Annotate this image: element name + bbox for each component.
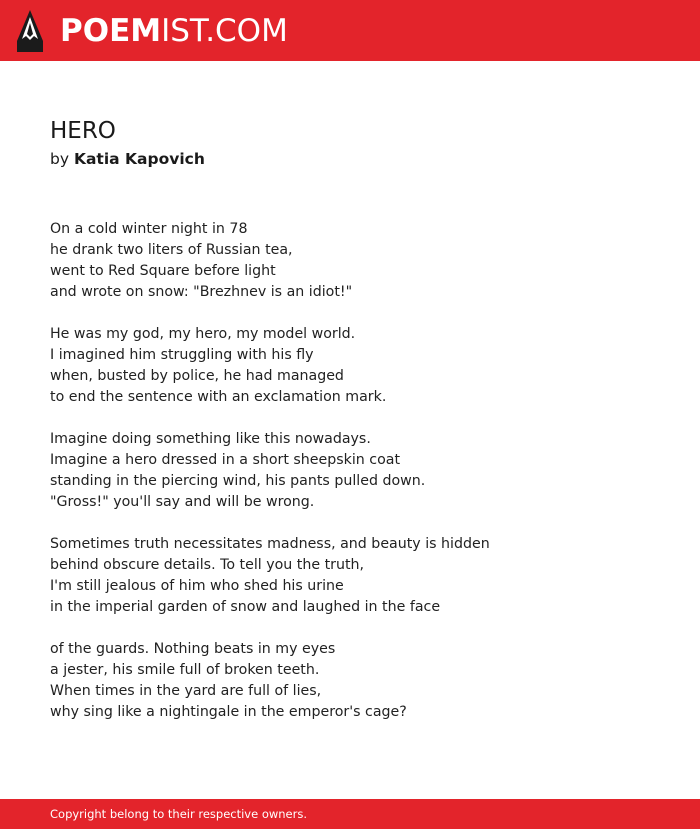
poem-line: of the guards. Nothing beats in my eyes <box>50 641 336 657</box>
poem-line: I'm still jealous of him who shed his urine <box>50 578 344 594</box>
poem-line: standing in the piercing wind, his pants pulled down. <box>50 473 426 489</box>
poem-line: to end the sentence with an exclamation mark. <box>50 389 387 405</box>
poem-line: he drank two liters of Russian tea, <box>50 242 293 258</box>
brand-bold: POEM <box>60 12 162 49</box>
site-footer <box>0 799 700 829</box>
poem-line: When times in the yard are full of lies, <box>50 683 322 699</box>
poem-stanza <box>50 639 670 723</box>
site-brand <box>60 12 288 49</box>
by-label: by <box>50 150 70 168</box>
brand-light: IST.COM <box>161 12 288 49</box>
poem-line: Imagine doing something like this nowadays. <box>50 431 371 447</box>
poem-body <box>50 219 670 744</box>
poem-line: in the imperial garden of snow and laughed in the face <box>50 599 441 615</box>
poem-line: when, busted by police, he had managed <box>50 368 344 384</box>
site-logo-link[interactable] <box>16 8 288 54</box>
author-link[interactable]: Katia Kapovich <box>73 150 205 168</box>
pencil-icon <box>16 9 44 53</box>
poem-title: HERO <box>50 118 116 144</box>
poem-line: behind obscure details. To tell you the truth, <box>50 557 365 573</box>
poem-line: I imagined him struggling with his fly <box>50 347 314 363</box>
poem-byline <box>50 148 205 170</box>
poem-line: and wrote on snow: "Brezhnev is an idiot!" <box>50 284 353 300</box>
poem-stanza <box>50 534 670 618</box>
poem-line: Sometimes truth necessitates madness, and beauty is hidden <box>50 536 490 552</box>
poem-stanza <box>50 324 670 408</box>
poem-line: a jester, his smile full of broken teeth. <box>50 662 320 678</box>
poem-line: why sing like a nightingale in the emperor's cage? <box>50 704 407 720</box>
poem-line: Imagine a hero dressed in a short sheepskin coat <box>50 452 401 468</box>
poem-stanza <box>50 219 670 303</box>
poem-line: He was my god, my hero, my model world. <box>50 326 356 342</box>
poem-line: On a cold winter night in 78 <box>50 221 248 237</box>
copyright-text: Copyright belong to their respective owners. <box>50 807 308 821</box>
poem-line: went to Red Square before light <box>50 263 276 279</box>
poem-stanza <box>50 429 670 513</box>
site-header <box>0 0 700 61</box>
poem-line: "Gross!" you'll say and will be wrong. <box>50 494 315 510</box>
